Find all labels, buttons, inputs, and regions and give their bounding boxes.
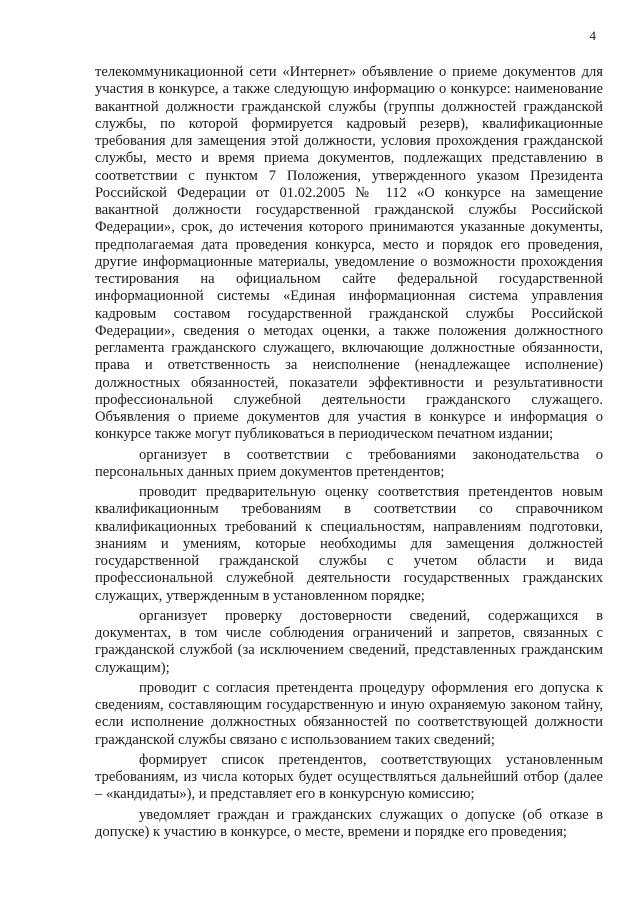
paragraph-notification: уведомляет граждан и гражданских служащих о допуске (об отказе в допуске) к участию в конкурсе, о месте, времени и порядке его проведения; bbox=[95, 806, 603, 840]
paragraph-candidate-list: формирует список претендентов, соответствующих установленным требованиям, из числа которых будет осуществляться дальнейший отбор (далее – «кандидаты»), и представляет его в конкурсную комиссию; bbox=[95, 751, 603, 803]
paragraph-preliminary-assessment: проводит предварительную оценку соответствия претендентов новым квалификационным требованиям в соответствии со справочником квалификационных требований к специальностям, направлениям подготовки, знаниям и умениям, которые необходимы для замещения должностей государственной гражданской службы с учетом области и вида профессиональной служебной деятельности государственных гражданских служащих, утвержденным в установленном порядке; bbox=[95, 484, 603, 604]
paragraph-announcement-continuation: телекоммуникационной сети «Интернет» объявление о приеме документов для участия в конкурсе, а также следующую информацию о конкурсе: наименование вакантной должности гражданской службы (группы должностей гражданской службы, по которой формируется кадровый резерв), квалификационные требования для замещения этой должности, условия прохождения гражданской службы, место и время приема документов, подлежащих представлению в соответствии с пунктом 7 Положения, утвержденного указом Президента Российской Федерации от 01.02.2005 № 112 «О конкурсе на замещение вакантной должности государственной гражданской службы Российской Федерации», срок, до истечения которого принимаются указанные документы, предполагаемая дата проведения конкурса, место и порядок его проведения, другие информационные материалы, уведомление о возможности прохождения тестирования на официальном сайте федеральной государственной информационной системы «Единая информационная система управления кадровым составом государственной гражданской службы Российской Федерации», сведения о методах оценки, а также положения должностного регламента гражданского служащего, включающие должностные обязанности, права и ответственность за неисполнение (ненадлежащее исполнение) должностных обязанностей, показатели эффективности и результативности профессиональной служебной деятельности гражданского служащего. Объявления о приеме документов для участия в конкурсе и информация о конкурсе также могут публиковаться в периодическом печатном издании; bbox=[95, 64, 603, 443]
paragraph-verification: организует проверку достоверности сведений, содержащихся в документах, в том числе соблюдения ограничений и запретов, связанных с гражданской службой (за исключением сведений, представленных гражданским служащим); bbox=[95, 607, 603, 676]
paragraph-document-intake: организует в соответствии с требованиями законодательства о персональных данных прием документов претендентов; bbox=[95, 446, 603, 480]
paragraph-security-clearance: проводит с согласия претендента процедуру оформления его допуска к сведениям, составляющим государственную и иную охраняемую законом тайну, если исполнение должностных обязанностей по соответствующей должности гражданской службы связано с использованием таких сведений; bbox=[95, 679, 603, 748]
document-body bbox=[95, 64, 603, 841]
page-number: 4 bbox=[589, 28, 596, 43]
